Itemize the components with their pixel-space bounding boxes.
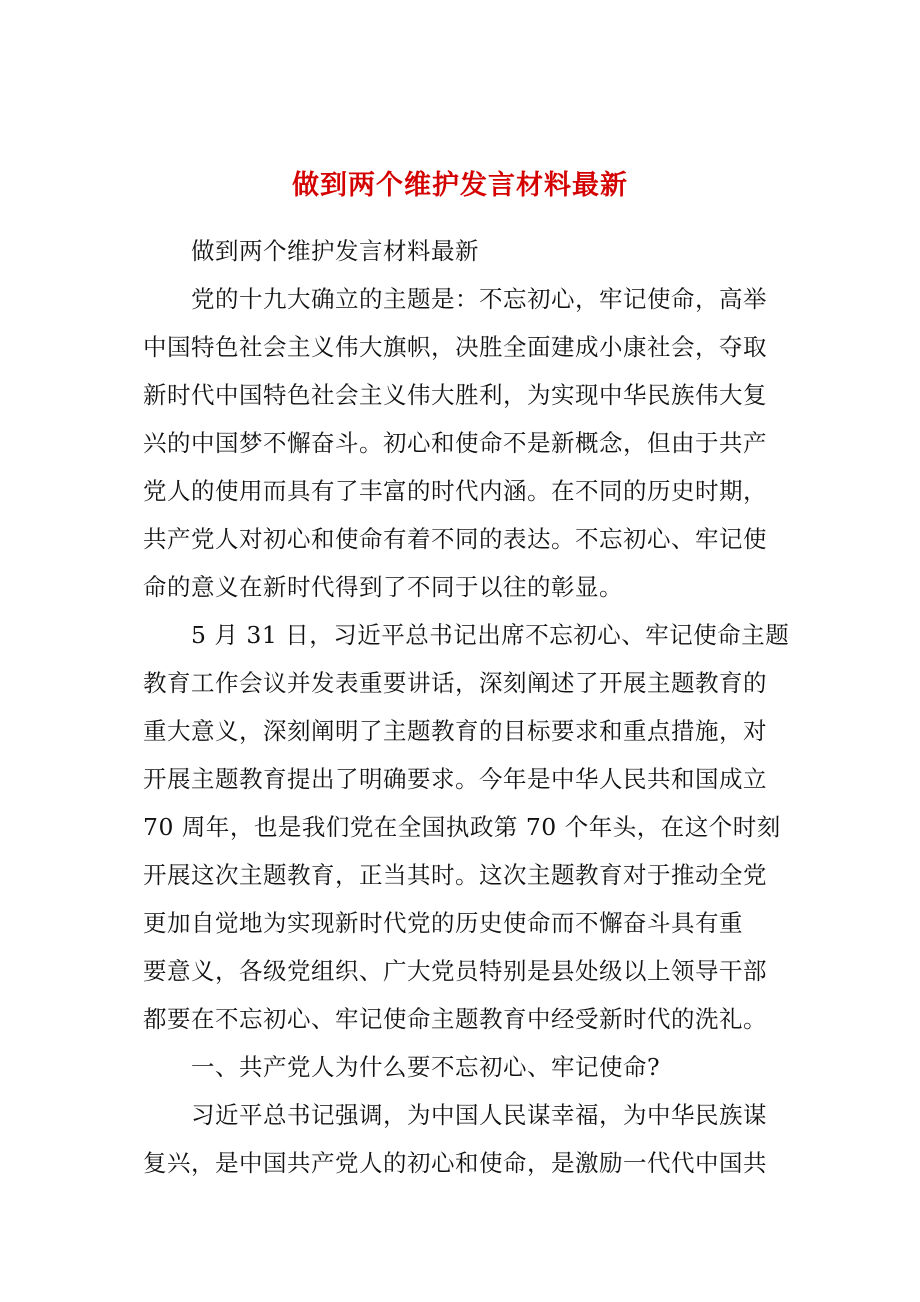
body-line: 党的十九大确立的主题是：不忘初心，牢记使命，高举 xyxy=(191,285,767,313)
body-line: 都要在不忘初心、牢记使命主题教育中经受新时代的洗礼。 xyxy=(143,1005,767,1033)
body-line: 重大意义，深刻阐明了主题教育的目标要求和重点措施，对 xyxy=(143,717,767,745)
body-line: 5 月 31 日，习近平总书记出席不忘初心、牢记使命主题 xyxy=(191,621,790,649)
body-line: 中国特色社会主义伟大旗帜，决胜全面建成小康社会，夺取 xyxy=(143,333,767,361)
body-line: 命的意义在新时代得到了不同于以往的彰显。 xyxy=(143,573,623,601)
body-line: 开展这次主题教育，正当其时。这次主题教育对于推动全党 xyxy=(143,861,767,889)
body-line: 兴的中国梦不懈奋斗。初心和使命不是新概念，但由于共产 xyxy=(143,429,767,457)
body-line: 开展主题教育提出了明确要求。今年是中华人民共和国成立 xyxy=(143,765,767,793)
document-title: 做到两个维护发言材料最新 xyxy=(292,170,628,201)
body-line: 教育工作会议并发表重要讲话，深刻阐述了开展主题教育的 xyxy=(143,669,767,697)
body-line: 70 周年，也是我们党在全国执政第 70 个年头，在这个时刻 xyxy=(143,813,781,841)
body-line: 习近平总书记强调，为中国人民谋幸福，为中华民族谋 xyxy=(191,1101,767,1129)
body-line: 要意义，各级党组织、广大党员特别是县处级以上领导干部 xyxy=(143,957,767,985)
body-line: 复兴，是中国共产党人的初心和使命，是激励一代代中国共 xyxy=(143,1149,767,1177)
body-line-subtitle: 做到两个维护发言材料最新 xyxy=(191,237,479,265)
section-heading: 一、共产党人为什么要不忘初心、牢记使命? xyxy=(191,1053,661,1081)
body-line: 更加自觉地为实现新时代党的历史使命而不懈奋斗具有重 xyxy=(143,909,743,937)
body-line: 共产党人对初心和使命有着不同的表达。不忘初心、牢记使 xyxy=(143,525,767,553)
body-line: 党人的使用而具有了丰富的时代内涵。在不同的历史时期， xyxy=(143,477,767,505)
body-line: 新时代中国特色社会主义伟大胜利，为实现中华民族伟大复 xyxy=(143,381,767,409)
